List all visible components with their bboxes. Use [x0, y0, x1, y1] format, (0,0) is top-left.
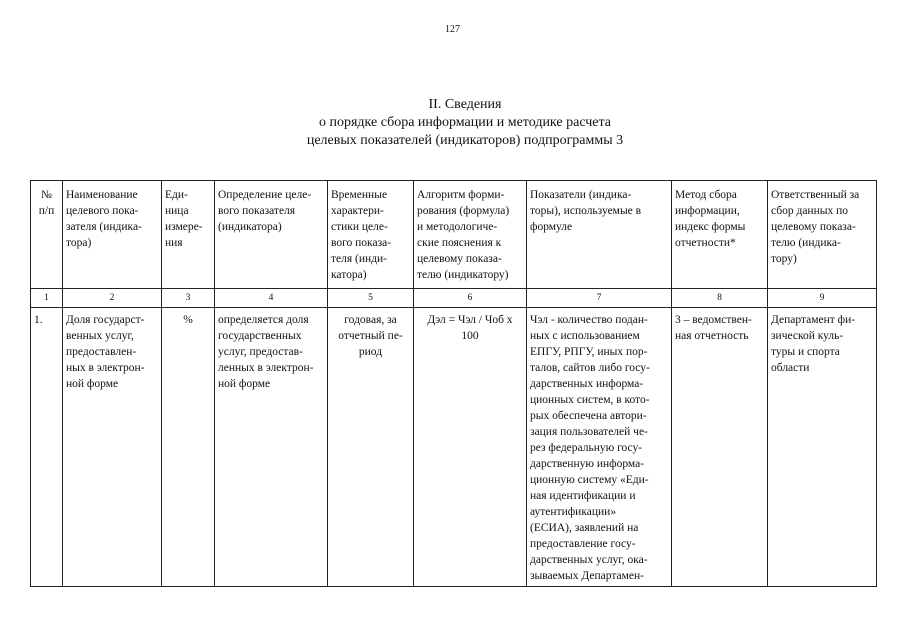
header-name: Наименование целевого пока- зателя (индика- тора)	[63, 181, 162, 289]
cell-name: Доля государст- венных услуг, предоставлен- ных в электрон- ной форме	[63, 308, 162, 587]
header-algorithm: Алгоритм форми- рования (формула) и методологиче- ские пояснения к целевому показа- телю (индикатору)	[414, 181, 527, 289]
column-number: 1	[31, 289, 63, 308]
header-unit: Еди- ница измере- ния	[162, 181, 215, 289]
header-responsible: Ответственный за сбор данных по целевому показа- телю (индика- тору)	[768, 181, 877, 289]
cell-indicators: Чэл - количество подан- ных с использованием ЕПГУ, РПГУ, иных пор- талов, сайтов либо госу- дарственных информа- ционных систем, в кото- рых обеспечена автори- зация пользователей че- рез федеральную госу- дарственную информа- ционную систему «Еди- ная идентификации и аутентификации» (ЕСИА), заявлений на предоставление госу- дарственных услуг, ока- зываемых Департамен-	[527, 308, 672, 587]
cell-time: годовая, за отчетный пе- риод	[328, 308, 414, 587]
column-number: 2	[63, 289, 162, 308]
header-row	[31, 181, 877, 289]
column-number: 8	[672, 289, 768, 308]
cell-unit: %	[162, 308, 215, 587]
header-num: № п/п	[31, 181, 63, 289]
column-number: 4	[215, 289, 328, 308]
column-number: 7	[527, 289, 672, 308]
column-number: 5	[328, 289, 414, 308]
column-numbers-row	[31, 289, 877, 308]
cell-responsible: Департамент фи- зической куль- туры и спорта области	[768, 308, 877, 587]
title-line-1: II. Сведения	[428, 97, 502, 112]
column-number: 3	[162, 289, 215, 308]
title-line-3: целевых показателей (индикаторов) подпрограммы 3	[306, 133, 624, 148]
cell-num: 1.	[31, 308, 63, 587]
column-number: 9	[768, 289, 877, 308]
header-indicators: Показатели (индика- торы), используемые в формуле	[527, 181, 672, 289]
table-row	[31, 308, 877, 587]
header-definition: Определение целе- вого показателя (индикатора)	[215, 181, 328, 289]
indicators-table	[30, 180, 877, 587]
page-number: 127	[445, 24, 460, 35]
column-number: 6	[414, 289, 527, 308]
cell-algorithm: Дэл = Чэл / Чоб х 100	[414, 308, 527, 587]
header-method: Метод сбора информации, индекс формы отчетности*	[672, 181, 768, 289]
cell-definition: определяется доля государственных услуг, предостав- ленных в электрон- ной форме	[215, 308, 328, 587]
cell-method: 3 – ведомствен- ная отчетность	[672, 308, 768, 587]
document-title	[0, 96, 905, 150]
header-time: Временные характери- стики целе- вого показа- теля (инди- катора)	[328, 181, 414, 289]
title-line-2: о порядке сбора информации и методике расчета	[318, 115, 612, 130]
